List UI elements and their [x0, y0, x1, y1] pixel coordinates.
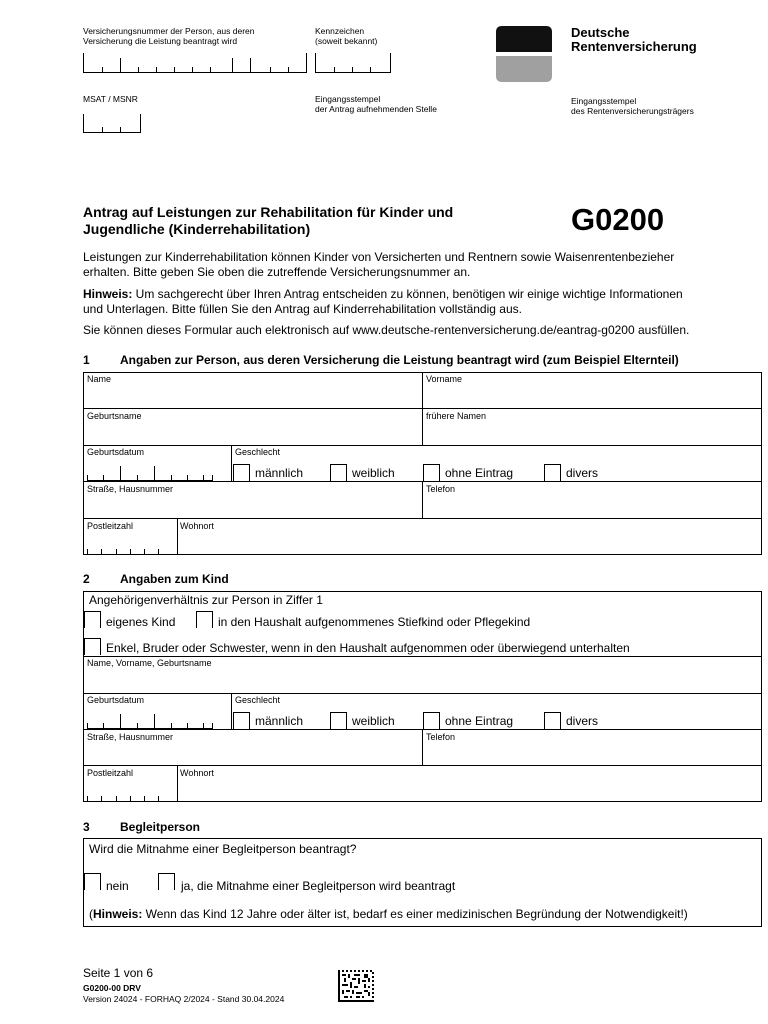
s2-plz-label: Postleitzahl	[87, 768, 134, 778]
form-id: G0200-00 DRV	[83, 983, 141, 993]
s1-ohne-eintrag-checkbox[interactable]	[423, 464, 440, 481]
section1-number: 1	[83, 353, 90, 367]
stempel-stelle-label: Eingangsstempel der Antrag aufnehmenden Stelle	[315, 94, 437, 114]
section2-number: 2	[83, 572, 90, 586]
kennzeichen-label: Kennzeichen (soweit bekannt)	[315, 26, 378, 46]
s2-strasse-label: Straße, Hausnummer	[87, 732, 174, 742]
s1-plz-input[interactable]	[87, 542, 159, 555]
form-code: G0200	[571, 202, 665, 237]
form-title: Antrag auf Leistungen zur Rehabilitation für Kinder und Jugendliche (Kinderrehabilitation)	[83, 204, 454, 237]
s2-divers-label: divers	[566, 714, 599, 728]
s2-stiefkind-label: in den Haushalt aufgenommenes Stiefkind oder Pflegekind	[218, 615, 531, 629]
s1-divers-label: divers	[566, 466, 599, 480]
s1-maennlich-checkbox[interactable]	[233, 464, 250, 481]
s3-ja-label: ja, die Mitnahme einer Begleitperson wird beantragt	[181, 879, 456, 893]
s1-weiblich-label: weiblich	[352, 466, 395, 480]
msat-input[interactable]	[83, 114, 141, 133]
online-text: Sie können dieses Formular auch elektronisch auf www.deutsche-rentenversicherung.de/eantrag-g0200 ausfüllen.	[83, 323, 690, 337]
s1-strasse-input[interactable]	[84, 495, 421, 517]
msat-label: MSAT / MSNR	[83, 94, 138, 104]
s1-wohnort-label: Wohnort	[180, 521, 214, 531]
s2-maennlich-label: männlich	[255, 714, 304, 728]
version-text: Version 24024 - FORHAQ 2/2024 - Stand 30.04.2024	[83, 994, 285, 1004]
s1-strasse-label: Straße, Hausnummer	[87, 484, 174, 494]
s2-enkel-label: Enkel, Bruder oder Schwester, wenn in den Haushalt aufgenommen oder überwiegend unterhalten	[106, 641, 630, 655]
s1-ohne-eintrag-label: ohne Eintrag	[445, 466, 514, 480]
section3-title: Begleitperson	[120, 820, 201, 834]
s1-telefon-input[interactable]	[423, 495, 761, 517]
s2-eigenes-kind-checkbox[interactable]	[84, 611, 101, 628]
section1-title: Angaben zur Person, aus deren Versicherung die Leistung beantragt wird (zum Beispiel Elternteil)	[120, 353, 679, 367]
s1-wohnort-input[interactable]	[178, 532, 761, 554]
s2-geburtsdatum-label: Geburtsdatum	[87, 695, 145, 705]
s1-fruehere-namen-label: frühere Namen	[426, 411, 487, 421]
s1-vorname-label: Vorname	[426, 374, 463, 384]
s2-divers-checkbox[interactable]	[544, 712, 561, 729]
section3-number: 3	[83, 820, 90, 834]
s2-ohne-eintrag-label: ohne Eintrag	[445, 714, 514, 728]
drv-logo-icon	[496, 26, 552, 82]
s1-weiblich-checkbox[interactable]	[330, 464, 347, 481]
hinweis-text: Hinweis: Um sachgerecht über Ihren Antrag entscheiden zu können, benötigen wir einige wichtige Informationen und Unterlagen. Bitte füllen Sie den Antrag auf Kinderrehabilitation vollständig aus.	[83, 287, 683, 316]
s1-divers-checkbox[interactable]	[544, 464, 561, 481]
s2-wohnort-input[interactable]	[178, 779, 761, 801]
s2-verhaeltnis-label: Angehörigenverhältnis zur Person in Ziffer 1	[89, 593, 323, 607]
s1-geburtsname-input[interactable]	[84, 422, 421, 444]
s2-name-input[interactable]	[84, 669, 761, 692]
s2-geburtsdatum-input[interactable]	[87, 713, 213, 729]
s1-name-label: Name	[87, 374, 112, 384]
datamatrix-code	[338, 970, 374, 1002]
s2-strasse-input[interactable]	[84, 743, 421, 764]
s1-vorname-input[interactable]	[423, 385, 761, 407]
s2-telefon-input[interactable]	[423, 743, 761, 764]
s1-telefon-label: Telefon	[426, 484, 456, 494]
s1-fruehere-namen-input[interactable]	[423, 422, 761, 444]
s1-name-input[interactable]	[84, 385, 421, 407]
s1-geburtsdatum-label: Geburtsdatum	[87, 447, 145, 457]
barcode-icon	[338, 970, 374, 1002]
vsnr-input[interactable]	[83, 53, 307, 73]
drv-logo	[496, 26, 552, 82]
page-number: Seite 1 von 6	[83, 966, 154, 980]
s2-weiblich-checkbox[interactable]	[330, 712, 347, 729]
stempel-traeger-label: Eingangsstempel des Rentenversicherungsträgers	[571, 96, 694, 116]
s1-geburtsdatum-input[interactable]	[87, 465, 213, 481]
s3-hinweis: (Hinweis: Wenn das Kind 12 Jahre oder älter ist, bedarf es einer medizinischen Begründung der Notwendigkeit!)	[89, 907, 688, 921]
s1-geschlecht-label: Geschlecht	[235, 447, 281, 457]
s3-nein-checkbox[interactable]	[84, 873, 101, 890]
s2-enkel-checkbox[interactable]	[84, 638, 101, 655]
s2-telefon-label: Telefon	[426, 732, 456, 742]
s2-wohnort-label: Wohnort	[180, 768, 214, 778]
s2-geschlecht-label: Geschlecht	[235, 695, 281, 705]
s3-question: Wird die Mitnahme einer Begleitperson beantragt?	[89, 842, 357, 856]
drv-logo-text: Deutsche Rentenversicherung	[571, 25, 697, 54]
s2-maennlich-checkbox[interactable]	[233, 712, 250, 729]
s1-maennlich-label: männlich	[255, 466, 304, 480]
section2-title: Angaben zum Kind	[120, 572, 229, 586]
intro-text: Leistungen zur Kinderrehabilitation können Kinder von Versicherten und Rentnern sowie Waisenrentenbezieher erhalten. Bitte geben Sie oben die zutreffende Versicherungsnummer an.	[83, 250, 675, 279]
s1-plz-label: Postleitzahl	[87, 521, 134, 531]
s2-weiblich-label: weiblich	[352, 714, 395, 728]
vsnr-label: Versicherungsnummer der Person, aus deren Versicherung die Leistung beantragt wird	[83, 26, 255, 46]
s3-ja-checkbox[interactable]	[158, 873, 175, 890]
s1-geburtsname-label: Geburtsname	[87, 411, 142, 421]
s2-ohne-eintrag-checkbox[interactable]	[423, 712, 440, 729]
s3-nein-label: nein	[106, 879, 129, 893]
s2-plz-input[interactable]	[87, 789, 159, 802]
s2-eigenes-kind-label: eigenes Kind	[106, 615, 176, 629]
kennzeichen-input[interactable]	[315, 53, 391, 73]
s2-stiefkind-checkbox[interactable]	[196, 611, 213, 628]
s2-name-label: Name, Vorname, Geburtsname	[87, 658, 212, 668]
